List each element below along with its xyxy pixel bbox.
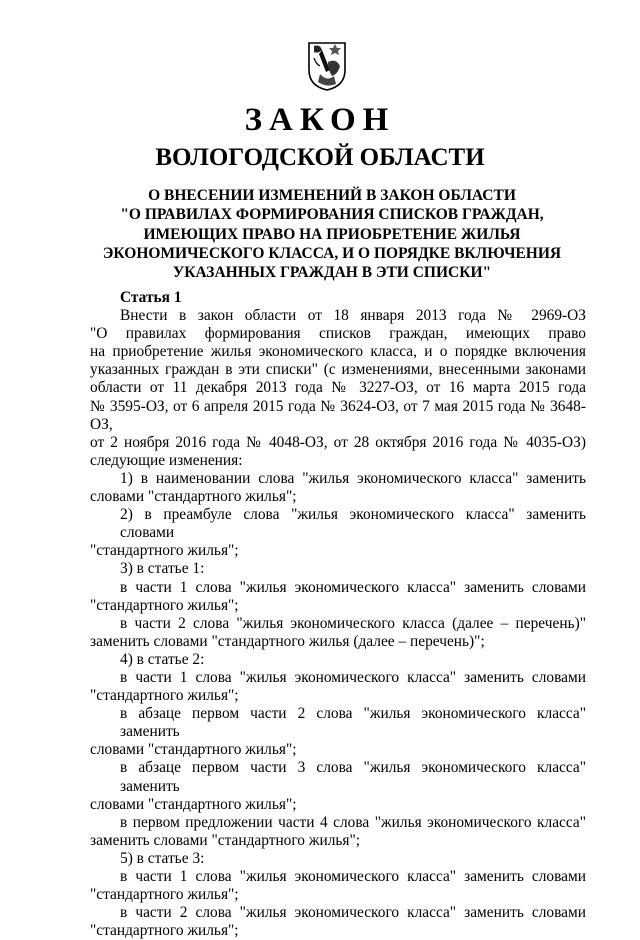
paragraph-line: в абзаце первом части 2 слова "жилья экономического класса" заменить [120,705,586,741]
paragraph-line: заменить словами "стандартного жилья"; [90,831,361,849]
subtitle-line: О ВНЕСЕНИИ ИЗМЕНЕНИЙ В ЗАКОН ОБЛАСТИ [148,187,516,204]
paragraph-line: "стандартного жилья"; [90,542,239,560]
paragraph-line: "О правилах формирования списков граждан, имеющих право [90,325,586,343]
subtitle-line: УКАЗАННЫХ ГРАЖДАН В ЭТИ СПИСКИ" [172,264,492,282]
paragraph-line: в части 1 слова "жилья экономического класса" заменить словами [120,578,586,596]
paragraph-line: на приобретение жилья экономического класса, и о порядке включения [90,343,586,361]
paragraph-line: Внести в закон области от 18 января 2013 года № 2969-ОЗ [120,307,586,325]
article-heading: Статья 1 [120,289,182,306]
coat-of-arms-icon [306,40,348,92]
article-body [90,289,586,940]
paragraph-line: в части 1 слова "жилья экономического класса" заменить словами [120,868,586,885]
paragraph-line: в первом предложении части 4 слова "жилья экономического класса" [120,813,586,831]
paragraph-line: 5) в статье 3: [120,849,205,867]
paragraph-line: "стандартного жилья"; [90,687,239,705]
paragraph-line: заменить словами "стандартного жилья (далее – перечень)"; [90,632,485,650]
paragraph-line: указанных граждан в эти списки" (с изменениями, внесенными законами [90,361,586,379]
subtitle-line: ЭКОНОМИЧЕСКОГО КЛАССА, И О ПОРЯДКЕ ВКЛЮЧЕНИЯ [102,244,562,262]
paragraph-line: от 2 ноября 2016 года № 4048-ОЗ, от 28 октября 2016 года № 4035-ОЗ) [90,433,586,451]
paragraph-line: 3) в статье 1: [120,560,205,578]
paragraph-line: в части 2 слова "жилья экономического класса" заменить словами [120,904,586,922]
paragraph-line: словами "стандартного жилья"; [90,741,297,759]
paragraph-line: в абзаце первом части 3 слова "жилья экономического класса" заменить [120,759,586,795]
paragraph-line: 2) в преамбуле слова "жилья экономического класса" заменить словами [120,506,586,542]
paragraph-line: словами "стандартного жилья"; [90,488,297,506]
law-subtitle [90,186,574,282]
paragraph-line: следующие изменения: [90,451,243,469]
paragraph-line: "стандартного жилья"; [90,596,239,614]
subtitle-line: ИМЕЮЩИХ ПРАВО НА ПРИОБРЕТЕНИЕ ЖИЛЬЯ [143,225,521,243]
paragraph-line: словами "стандартного жилья"; [90,795,297,813]
paragraph-line: № 3595-ОЗ, от 6 апреля 2015 года № 3624-ОЗ, от 7 мая 2015 года № 3648-ОЗ, [90,397,586,433]
paragraph-line: области от 11 декабря 2013 года № 3227-ОЗ, от 16 марта 2015 года [90,379,586,397]
document-title: ЗАКОН [244,102,396,138]
paragraph-line: "стандартного жилья"; [90,886,239,904]
paragraph-line: в части 2 слова "жилья экономического класса (далее – перечень)" [120,614,586,632]
paragraph-line: "стандартного жилья"; [90,922,239,940]
subtitle-line: "О ПРАВИЛАХ ФОРМИРОВАНИЯ СПИСКОВ ГРАЖДАН, [120,206,544,224]
paragraph-line: 1) в наименовании слова "жилья экономического класса" заменить [120,469,586,487]
paragraph-line: в части 1 слова "жилья экономического класса" заменить словами [120,668,586,686]
paragraph-line: 4) в статье 2: [120,650,205,668]
region-name: ВОЛОГОДСКОЙ ОБЛАСТИ [155,144,485,171]
